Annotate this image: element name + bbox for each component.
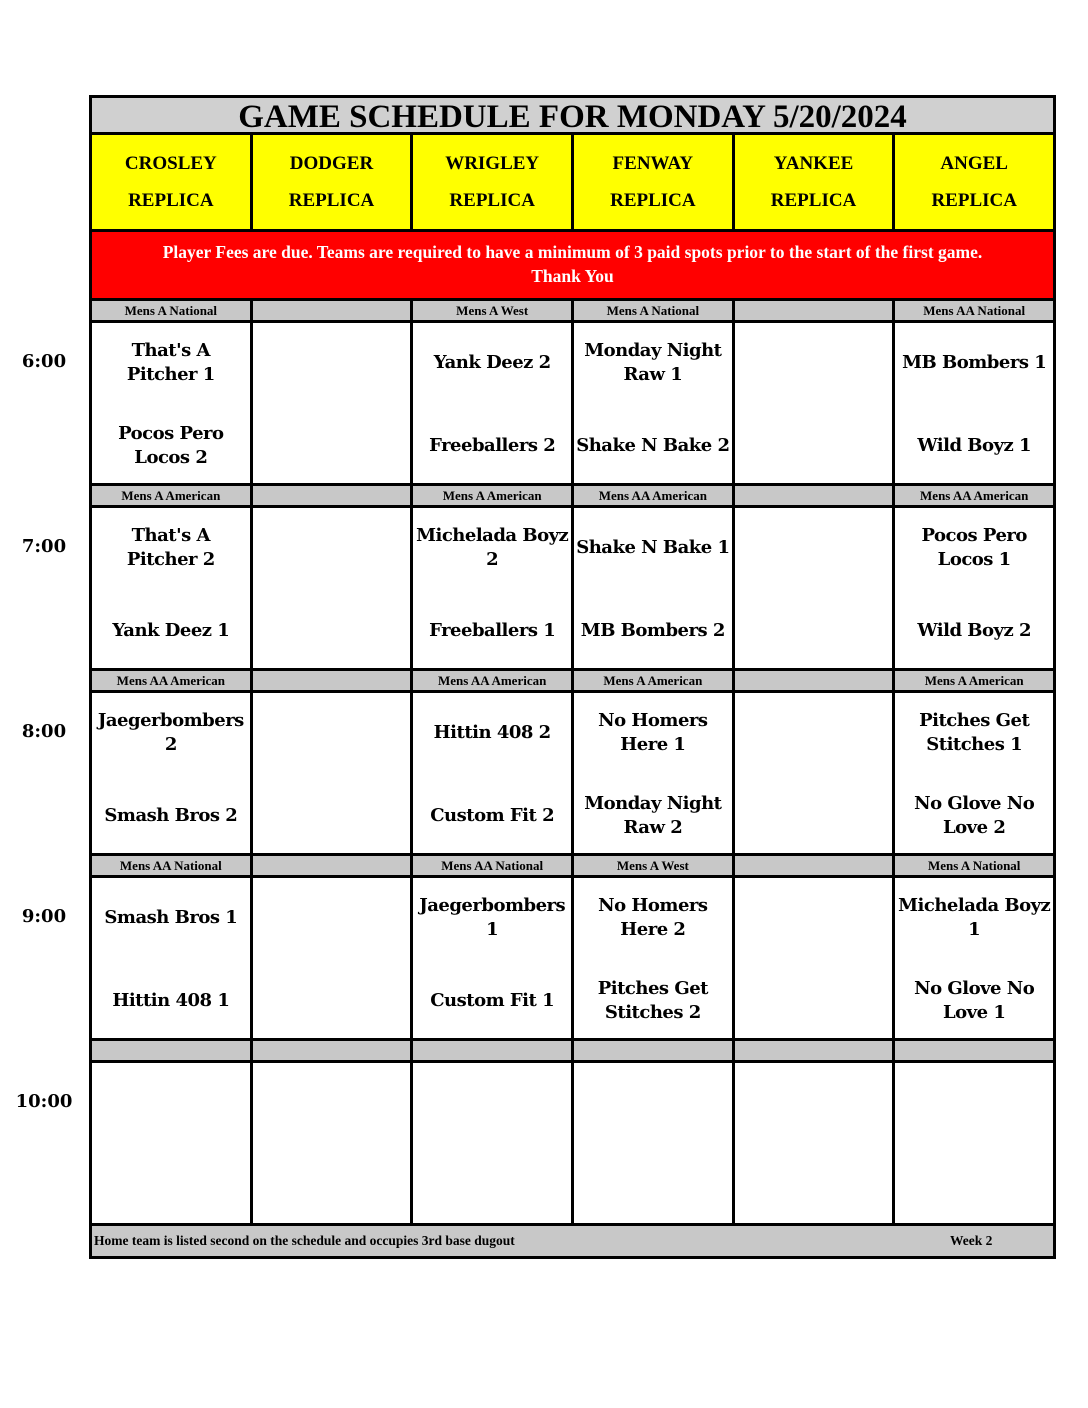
home-team bbox=[735, 971, 893, 1031]
away-team bbox=[895, 888, 1053, 948]
away-team-name: Monday Night Raw 1 bbox=[584, 340, 722, 385]
away-team bbox=[895, 518, 1053, 578]
away-team bbox=[735, 518, 893, 578]
away-team-name: MB Bombers 1 bbox=[902, 352, 1047, 373]
division-label-row bbox=[92, 1041, 1053, 1060]
division-label: Mens AA American bbox=[895, 486, 1053, 505]
field-header-yankee bbox=[735, 135, 893, 229]
division-label: Mens A National bbox=[574, 301, 732, 320]
game-cell bbox=[895, 323, 1053, 483]
division-label bbox=[735, 486, 893, 505]
time-slots bbox=[92, 301, 1053, 1223]
away-team-name: Jaegerbombers 2 bbox=[97, 710, 244, 755]
division-label-row bbox=[92, 671, 1053, 690]
game-cell bbox=[735, 693, 893, 853]
home-team bbox=[735, 786, 893, 846]
away-team-name: Michelada Boyz 1 bbox=[898, 895, 1051, 940]
game-cell bbox=[253, 323, 411, 483]
home-team bbox=[735, 1156, 893, 1216]
division-label bbox=[574, 1041, 732, 1060]
game-cell bbox=[895, 693, 1053, 853]
field-subtitle: REPLICA bbox=[449, 190, 535, 211]
division-label bbox=[253, 301, 411, 320]
game-cell bbox=[413, 1063, 571, 1223]
schedule-title bbox=[92, 98, 1053, 135]
away-team bbox=[253, 888, 411, 948]
home-team bbox=[253, 971, 411, 1031]
game-row bbox=[92, 693, 1053, 853]
week-label: Week 2 bbox=[950, 1233, 993, 1248]
away-team bbox=[253, 703, 411, 763]
field-subtitle: REPLICA bbox=[128, 190, 214, 211]
schedule-footer bbox=[92, 1226, 1053, 1256]
home-team bbox=[92, 601, 250, 661]
game-cell bbox=[735, 878, 893, 1038]
home-team bbox=[253, 1156, 411, 1216]
home-team-name: Smash Bros 2 bbox=[104, 805, 238, 826]
division-label: Mens A West bbox=[574, 856, 732, 875]
away-team bbox=[735, 703, 893, 763]
game-cell bbox=[92, 878, 250, 1038]
away-team bbox=[895, 703, 1053, 763]
home-team-name: Freeballers 1 bbox=[429, 620, 556, 641]
home-team bbox=[253, 601, 411, 661]
game-row bbox=[92, 508, 1053, 668]
division-label: Mens A American bbox=[895, 671, 1053, 690]
game-row bbox=[92, 878, 1053, 1038]
division-label bbox=[253, 671, 411, 690]
game-cell bbox=[253, 508, 411, 668]
away-team bbox=[92, 888, 250, 948]
home-team bbox=[413, 786, 571, 846]
notice-line-2: Thank You bbox=[531, 266, 614, 286]
away-team bbox=[92, 333, 250, 393]
division-label bbox=[253, 486, 411, 505]
division-label: Mens A National bbox=[92, 301, 250, 320]
home-team bbox=[92, 786, 250, 846]
away-team bbox=[574, 703, 732, 763]
division-label bbox=[253, 856, 411, 875]
home-team bbox=[574, 416, 732, 476]
away-team-name: Smash Bros 1 bbox=[104, 907, 238, 928]
home-team bbox=[574, 786, 732, 846]
field-name: WRIGLEY bbox=[445, 153, 540, 174]
home-team bbox=[413, 416, 571, 476]
time-label: 7:00 bbox=[21, 536, 67, 557]
home-team-name: Hittin 408 1 bbox=[112, 990, 230, 1011]
division-label: Mens AA National bbox=[92, 856, 250, 875]
field-header-angel bbox=[895, 135, 1053, 229]
game-cell bbox=[413, 693, 571, 853]
away-team-name: Yank Deez 2 bbox=[433, 352, 551, 373]
game-cell bbox=[413, 508, 571, 668]
home-team-name: Yank Deez 1 bbox=[112, 620, 230, 641]
division-label-row bbox=[92, 486, 1053, 505]
home-team-name: Shake N Bake 2 bbox=[576, 435, 730, 456]
game-cell bbox=[574, 323, 732, 483]
away-team bbox=[413, 703, 571, 763]
division-label: Mens AA American bbox=[413, 671, 571, 690]
field-header-wrigley bbox=[413, 135, 571, 229]
division-label bbox=[895, 1041, 1053, 1060]
field-header-crosley bbox=[92, 135, 250, 229]
time-label: 8:00 bbox=[21, 721, 67, 742]
game-cell bbox=[92, 508, 250, 668]
home-team bbox=[253, 786, 411, 846]
away-team bbox=[574, 518, 732, 578]
game-cell bbox=[253, 693, 411, 853]
game-cell bbox=[895, 508, 1053, 668]
away-team-name: Pocos Pero Locos 1 bbox=[921, 525, 1027, 570]
home-team bbox=[895, 971, 1053, 1031]
game-cell bbox=[574, 508, 732, 668]
home-team bbox=[735, 416, 893, 476]
away-team-name: That's A Pitcher 1 bbox=[126, 340, 215, 385]
away-team-name: Michelada Boyz 2 bbox=[416, 525, 569, 570]
home-team bbox=[253, 416, 411, 476]
division-label: Mens AA American bbox=[92, 671, 250, 690]
game-cell bbox=[92, 1063, 250, 1223]
field-header-fenway bbox=[574, 135, 732, 229]
field-subtitle: REPLICA bbox=[610, 190, 696, 211]
home-team bbox=[895, 786, 1053, 846]
away-team bbox=[253, 518, 411, 578]
field-name: YANKEE bbox=[773, 153, 854, 174]
away-team bbox=[574, 888, 732, 948]
home-team bbox=[574, 971, 732, 1031]
away-team bbox=[574, 333, 732, 393]
division-label bbox=[735, 856, 893, 875]
home-team bbox=[574, 601, 732, 661]
home-team-name: Custom Fit 1 bbox=[430, 990, 555, 1011]
time-label: 10:00 bbox=[15, 1091, 73, 1112]
home-team-name: MB Bombers 2 bbox=[580, 620, 725, 641]
home-team bbox=[895, 601, 1053, 661]
field-name: CROSLEY bbox=[124, 153, 217, 174]
game-row bbox=[92, 1063, 1053, 1223]
home-team bbox=[895, 1156, 1053, 1216]
home-team bbox=[895, 416, 1053, 476]
field-name: FENWAY bbox=[612, 153, 694, 174]
away-team-name: Pitches Get Stitches 1 bbox=[919, 710, 1030, 755]
away-team bbox=[92, 518, 250, 578]
division-label bbox=[413, 1041, 571, 1060]
game-cell bbox=[735, 508, 893, 668]
game-cell bbox=[574, 693, 732, 853]
field-subtitle: REPLICA bbox=[288, 190, 375, 211]
division-label bbox=[92, 1041, 250, 1060]
home-team-name: No Glove No Love 1 bbox=[914, 978, 1035, 1023]
field-name: ANGEL bbox=[940, 153, 1008, 174]
home-team bbox=[413, 971, 571, 1031]
schedule-table bbox=[89, 95, 1056, 1259]
away-team-name: Jaegerbombers 1 bbox=[419, 895, 566, 940]
away-team bbox=[413, 333, 571, 393]
field-header-dodger bbox=[253, 135, 411, 229]
game-cell bbox=[413, 323, 571, 483]
away-team bbox=[413, 888, 571, 948]
time-label: 9:00 bbox=[21, 906, 67, 927]
away-team bbox=[92, 1073, 250, 1133]
away-team bbox=[92, 703, 250, 763]
away-team-name: That's A Pitcher 2 bbox=[126, 525, 215, 570]
game-cell bbox=[92, 693, 250, 853]
away-team bbox=[735, 888, 893, 948]
away-team bbox=[413, 518, 571, 578]
schedule-title-text: GAME SCHEDULE FOR MONDAY 5/20/2024 bbox=[238, 99, 907, 135]
home-team-name: Pitches Get Stitches 2 bbox=[597, 978, 708, 1023]
home-team-note: Home team is listed second on the schedule and occupies 3rd base dugout bbox=[94, 1233, 515, 1248]
division-label: Mens AA National bbox=[895, 301, 1053, 320]
away-team bbox=[253, 333, 411, 393]
home-team bbox=[413, 601, 571, 661]
division-label bbox=[253, 1041, 411, 1060]
away-team-name: No Homers Here 2 bbox=[598, 895, 708, 940]
home-team-name: Pocos Pero Locos 2 bbox=[118, 423, 224, 468]
home-team bbox=[92, 971, 250, 1031]
game-cell bbox=[895, 878, 1053, 1038]
division-label bbox=[735, 1041, 893, 1060]
home-team-name: Freeballers 2 bbox=[429, 435, 556, 456]
away-team-name: Hittin 408 2 bbox=[433, 722, 551, 743]
division-label: Mens A American bbox=[574, 671, 732, 690]
field-header-row bbox=[92, 132, 1053, 229]
game-cell bbox=[413, 878, 571, 1038]
home-team bbox=[413, 1156, 571, 1216]
home-team-name: Wild Boyz 1 bbox=[917, 435, 1031, 456]
away-team-name: Shake N Bake 1 bbox=[576, 537, 730, 558]
away-team bbox=[574, 1073, 732, 1133]
game-cell bbox=[574, 1063, 732, 1223]
home-team-name: Custom Fit 2 bbox=[430, 805, 555, 826]
division-label: Mens A West bbox=[413, 301, 571, 320]
game-cell bbox=[735, 1063, 893, 1223]
away-team-name: No Homers Here 1 bbox=[598, 710, 708, 755]
away-team bbox=[253, 1073, 411, 1133]
player-fees-notice bbox=[92, 232, 1053, 298]
home-team-name: No Glove No Love 2 bbox=[914, 793, 1035, 838]
home-team-name: Monday Night Raw 2 bbox=[584, 793, 722, 838]
game-cell bbox=[895, 1063, 1053, 1223]
home-team-name: Wild Boyz 2 bbox=[917, 620, 1031, 641]
division-label: Mens A American bbox=[92, 486, 250, 505]
game-cell bbox=[735, 323, 893, 483]
home-team bbox=[735, 601, 893, 661]
game-row bbox=[92, 323, 1053, 483]
division-label: Mens AA National bbox=[413, 856, 571, 875]
home-team bbox=[92, 416, 250, 476]
division-label-row bbox=[92, 301, 1053, 320]
away-team bbox=[413, 1073, 571, 1133]
home-team bbox=[92, 1156, 250, 1216]
game-cell bbox=[574, 878, 732, 1038]
away-team bbox=[895, 333, 1053, 393]
division-label bbox=[735, 671, 893, 690]
field-subtitle: REPLICA bbox=[770, 190, 857, 211]
division-label: Mens A American bbox=[413, 486, 571, 505]
away-team bbox=[735, 333, 893, 393]
division-label: Mens AA American bbox=[574, 486, 732, 505]
division-label: Mens A National bbox=[895, 856, 1053, 875]
game-cell bbox=[92, 323, 250, 483]
field-subtitle: REPLICA bbox=[931, 190, 1017, 211]
away-team bbox=[895, 1073, 1053, 1133]
notice-line-1: Player Fees are due. Teams are required to have a minimum of 3 paid spots prior to the start of the first game. bbox=[162, 242, 983, 262]
time-label: 6:00 bbox=[21, 351, 67, 372]
division-label-row bbox=[92, 856, 1053, 875]
away-team bbox=[735, 1073, 893, 1133]
game-cell bbox=[253, 1063, 411, 1223]
home-team bbox=[574, 1156, 732, 1216]
field-name: DODGER bbox=[289, 153, 374, 174]
game-cell bbox=[253, 878, 411, 1038]
division-label bbox=[735, 301, 893, 320]
